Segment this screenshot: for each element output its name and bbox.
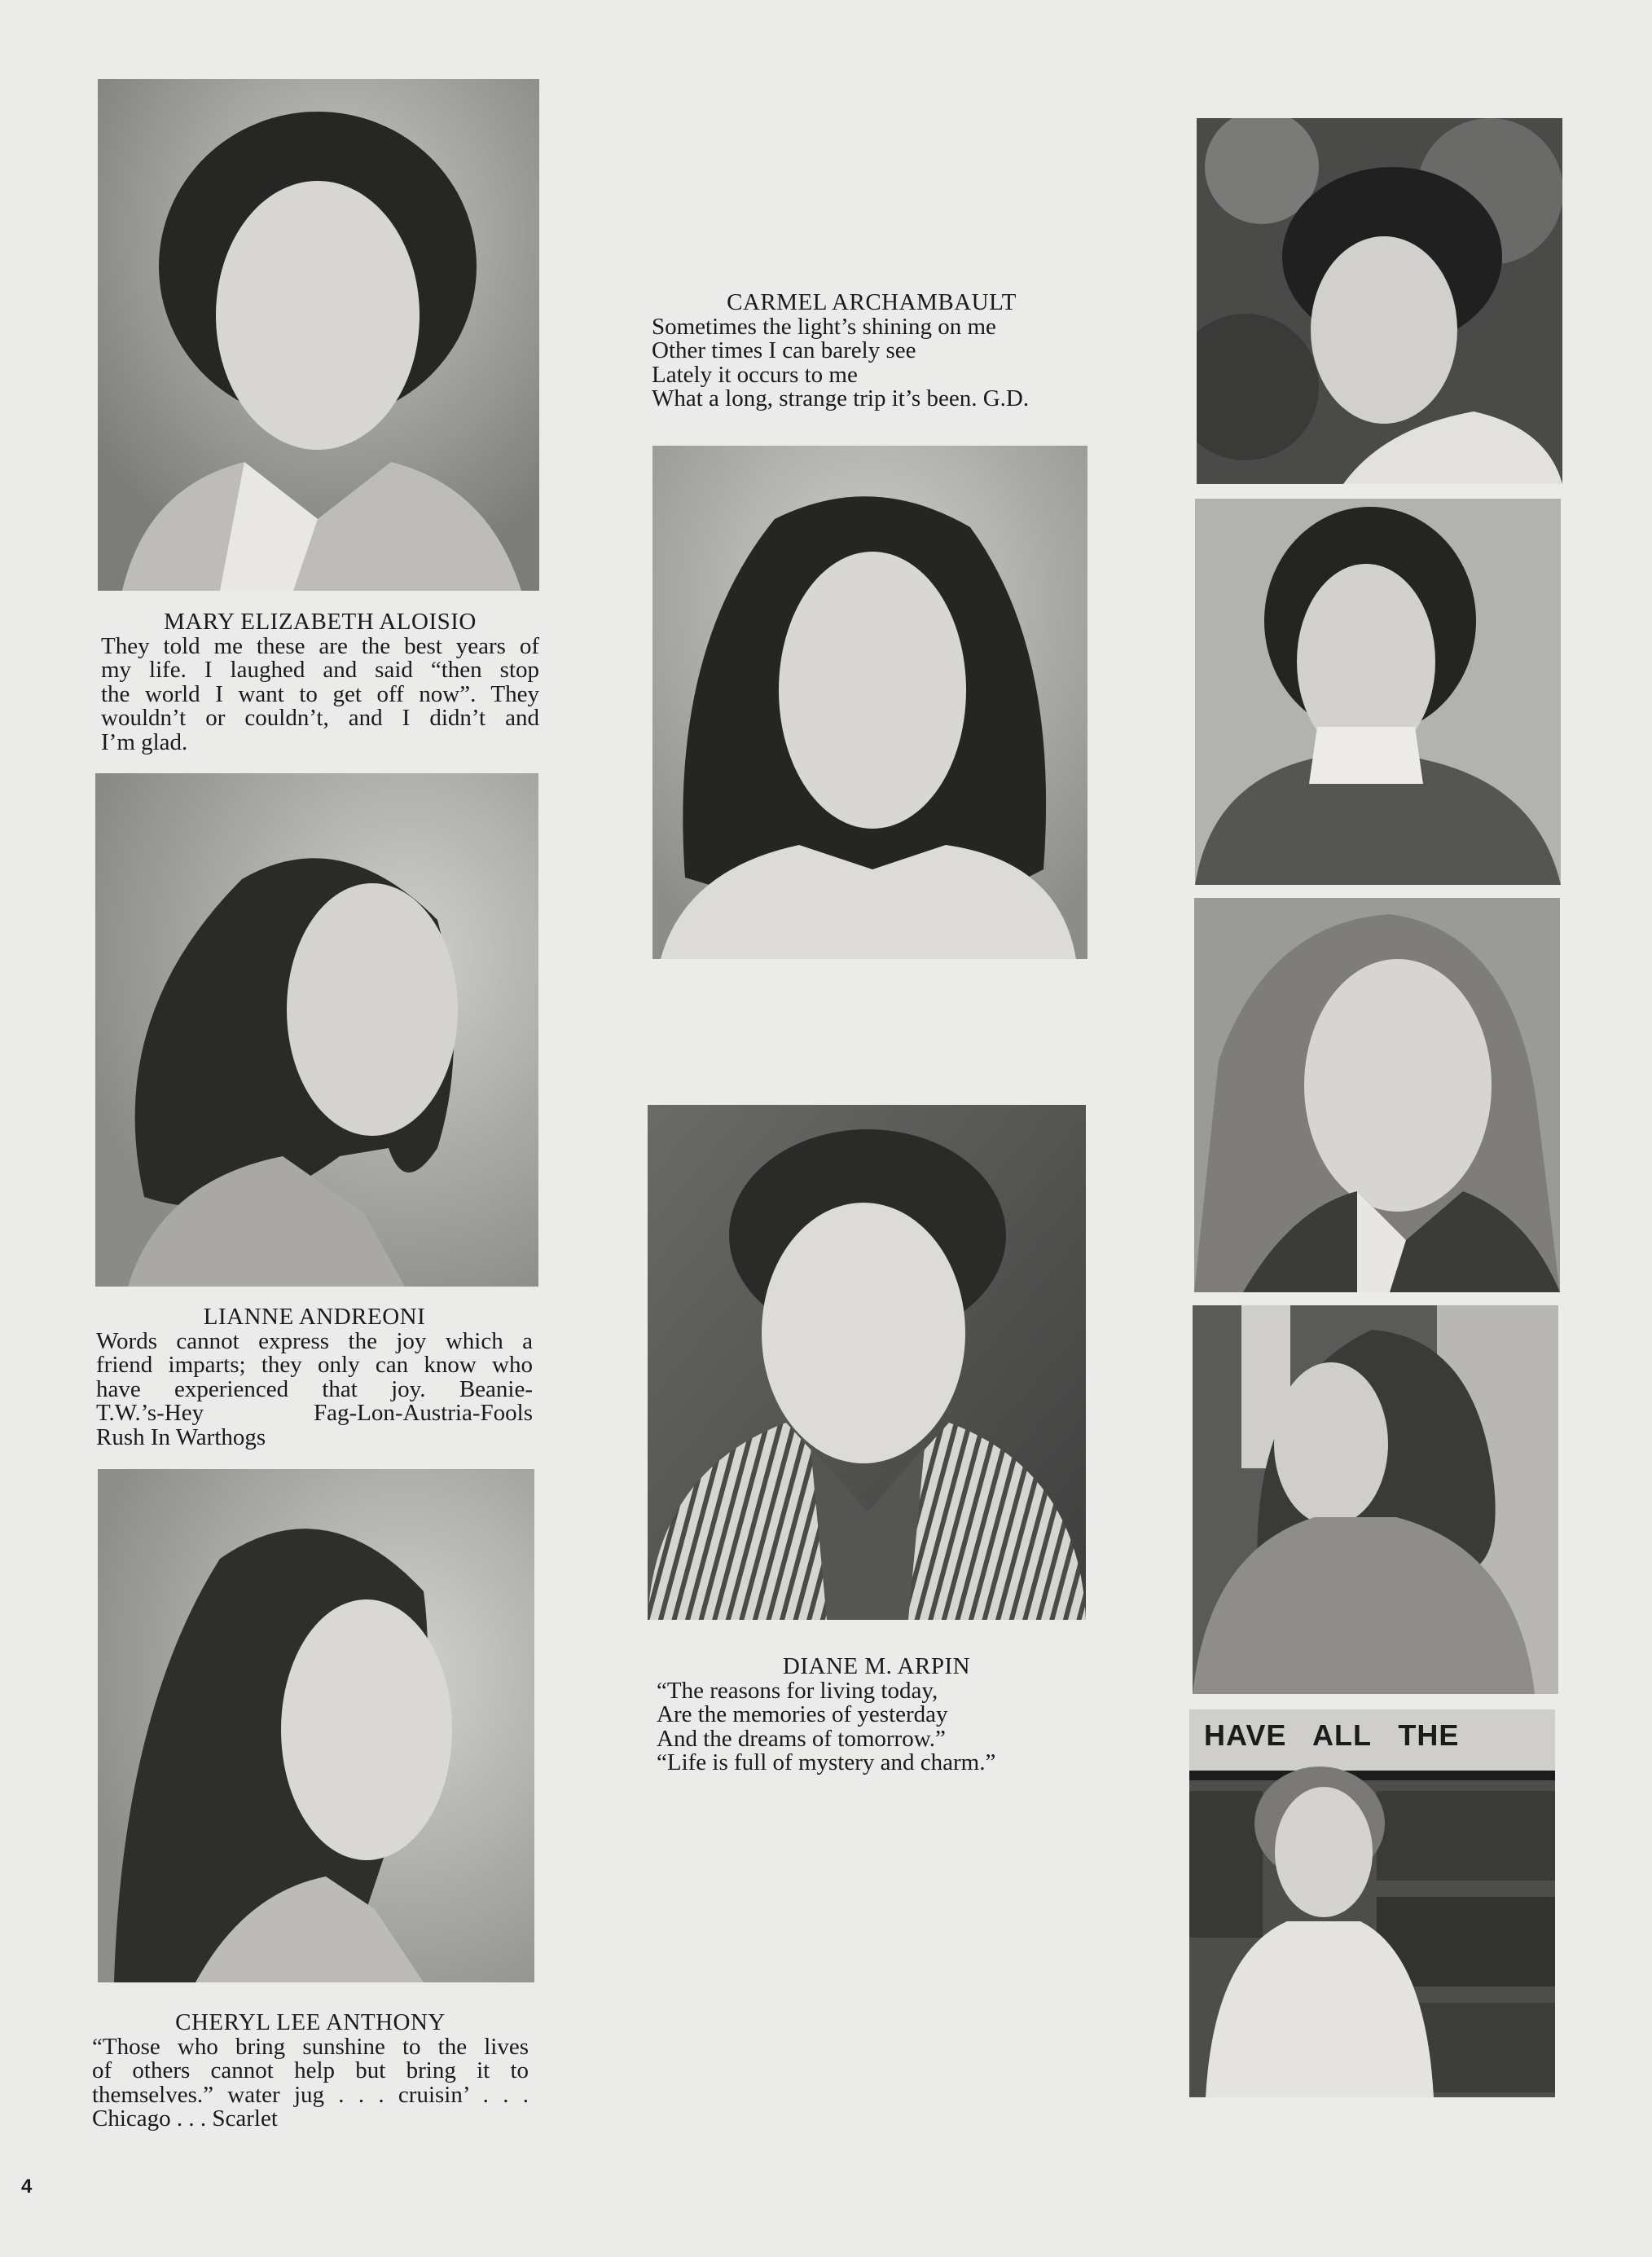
quote-line: “Those who bring sunshine to the lives: [92, 2033, 529, 2060]
senior-name: LIANNE ANDREONI: [203, 1304, 426, 1330]
candid-photo-3: [1194, 898, 1560, 1292]
quote-line: have experienced that joy. Beanie-: [96, 1375, 533, 1402]
candid-photo-1: [1197, 118, 1562, 484]
quote-line: Other times I can barely see: [652, 337, 916, 363]
candid-photo-4: [1193, 1305, 1558, 1694]
senior-name: DIANE M. ARPIN: [782, 1653, 971, 1679]
quote-line: of others cannot help but bring it to: [92, 2057, 529, 2083]
senior-name: CARMEL ARCHAMBAULT: [727, 289, 1017, 315]
portrait-photo-aloisio: [98, 79, 539, 591]
quote-line: Sometimes the light’s shining on me: [652, 313, 996, 340]
caption-anthony: [92, 2011, 529, 2132]
portrait-photo-arpin: [648, 1105, 1086, 1620]
page-number: 4: [21, 2176, 33, 2198]
library-sign-text: HAVE ALL THE: [1204, 1718, 1460, 1752]
caption-andreoni: [96, 1305, 533, 1450]
quote-line: my life. I laughed and said “then stop: [101, 657, 539, 683]
quote-line: What a long, strange trip it’s been. G.D.: [652, 385, 1030, 411]
candid-photo-5: [1189, 1709, 1555, 2097]
caption-archambault: [652, 291, 1092, 411]
caption-aloisio: [101, 610, 539, 755]
quote-line: the world I want to get off now”. They: [101, 680, 539, 707]
quote-line: wouldn’t or couldn’t, and I didn’t and: [101, 705, 539, 731]
quote-line: I’m glad.: [101, 728, 188, 755]
quote-line: And the dreams of tomorrow.”: [657, 1725, 946, 1752]
quote-line: They told me these are the best years of: [101, 632, 539, 659]
quote-line: themselves.” water jug . . . cruisin’ . . .: [92, 2081, 529, 2108]
quote-line: Are the memories of yesterday: [657, 1701, 948, 1727]
quote-line: T.W.’s-Hey Fag-Lon-Austria-Fools: [96, 1400, 533, 1426]
portrait-photo-anthony: [98, 1469, 534, 1982]
quote-line: Words cannot express the joy which a: [96, 1327, 533, 1354]
quote-line: Chicago . . . Scarlet: [92, 2105, 278, 2132]
senior-name: CHERYL LEE ANTHONY: [175, 2009, 446, 2035]
quote-line: Rush In Warthogs: [96, 1423, 266, 1450]
quote-line: “Life is full of mystery and charm.”: [657, 1749, 996, 1775]
quote-line: friend imparts; they only can know who: [96, 1352, 533, 1378]
quote-line: “The reasons for living today,: [657, 1677, 938, 1704]
quote-line: Lately it occurs to me: [652, 361, 858, 388]
senior-name: MARY ELIZABETH ALOISIO: [164, 609, 477, 635]
portrait-photo-archambault: [652, 446, 1087, 959]
caption-arpin: [657, 1655, 1096, 1775]
candid-photo-2: [1195, 499, 1561, 885]
portrait-photo-andreoni: [95, 773, 538, 1287]
